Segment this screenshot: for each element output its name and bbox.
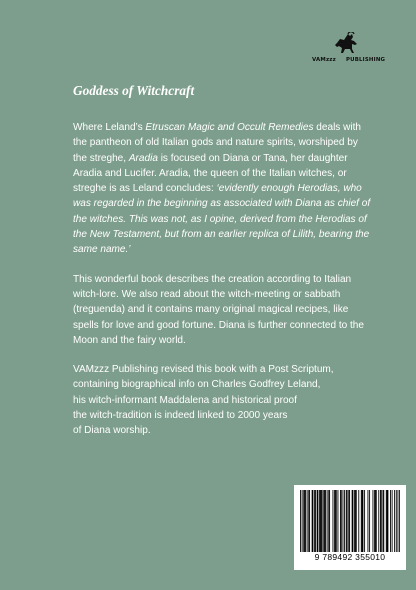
para3-line-3: his witch-informant Maddalena and historical proof	[73, 394, 297, 406]
barcode-bar	[309, 490, 310, 552]
isbn-number: 9 789492 355010	[314, 552, 386, 562]
barcode-bar	[380, 490, 381, 552]
isbn-barcode	[294, 485, 406, 570]
barcode-bar	[302, 490, 303, 552]
barcode-bar	[396, 490, 397, 552]
para1-text-a: Where Leland’s	[73, 122, 146, 133]
blurb-paragraph-1	[73, 120, 373, 258]
barcode-bar	[338, 490, 339, 552]
barcode-bar	[343, 490, 344, 552]
barcode-bar	[300, 490, 301, 552]
barcode-bar	[363, 490, 364, 552]
barcode-bar	[358, 490, 359, 552]
barcode-bar	[335, 490, 336, 552]
barcode-bar	[320, 490, 321, 552]
barcode-bars	[300, 490, 400, 552]
barcode-bar	[325, 490, 326, 552]
barcode-bar	[340, 490, 341, 552]
blurb-heading: Goddess of Witchcraft	[73, 83, 195, 98]
barcode-bar	[307, 490, 308, 552]
barcode-bar	[346, 490, 347, 552]
back-cover-text	[73, 82, 373, 439]
barcode-bar	[304, 490, 305, 552]
barcode-bar	[376, 490, 377, 552]
para1-book-title: Etruscan Magic and Occult Remedies	[145, 122, 314, 133]
barcode-bar	[312, 490, 313, 552]
blurb-paragraph-2: This wonderful book describes the creation according to Italian witch-lore. We also read about the witch-meeting or sabbath (treguenda) and it contains many original magical recipes, like spells for love and good fortune. Diana is further connected to the Moon and the fairy world.	[73, 273, 364, 346]
barcode-bar	[315, 490, 316, 552]
barcode-bar	[394, 490, 395, 552]
barcode-bar	[303, 490, 304, 552]
barcode-bar	[375, 490, 376, 552]
barcode-bar	[328, 490, 329, 552]
barcode-bar	[356, 490, 357, 552]
barcode-bar	[347, 490, 348, 552]
barcode-bar	[398, 490, 399, 552]
barcode-bar	[324, 490, 325, 552]
barcode-bar	[390, 490, 391, 552]
barcode-bar	[386, 490, 387, 552]
publisher-logo	[312, 32, 402, 62]
barcode-bar	[317, 490, 318, 552]
barcode-bar	[341, 490, 342, 552]
barcode-bar	[318, 490, 319, 552]
barcode-bar	[381, 490, 382, 552]
barcode-bar	[321, 490, 322, 552]
barcode-bar	[392, 490, 393, 552]
barcode-bar	[383, 490, 384, 552]
barcode-bar	[313, 490, 314, 552]
para3-line-1: VAMzzz Publishing revised this book with a Post Scriptum,	[73, 364, 334, 376]
barcode-bar	[364, 490, 365, 552]
barcode-bar	[362, 490, 363, 552]
publisher-name	[312, 57, 385, 63]
barcode-bar	[353, 490, 354, 552]
barcode-bar	[349, 490, 350, 552]
blurb-paragraph-3	[73, 362, 373, 438]
barcode-bar	[383, 490, 384, 552]
barcode-bar	[374, 490, 375, 552]
barcode-bar	[344, 490, 345, 552]
barcode-bar	[327, 490, 328, 552]
publisher-name-part2: PUBLISHING	[345, 57, 386, 63]
barcode-bar	[329, 490, 330, 552]
barcode-bar	[333, 490, 334, 552]
para1-text-e: is focused on Diana or Tana, her daughter Aradia and Lucifer. Aradia, the queen of the Italian witches, or streghe is as Leland concludes:	[73, 152, 348, 195]
barcode-bar	[361, 490, 362, 552]
barcode-bar	[387, 490, 388, 552]
barcode-bar	[334, 490, 335, 552]
para3-line-2: containing biographical info on Charles Godfrey Leland,	[73, 379, 321, 391]
barcode-bar	[319, 490, 320, 552]
barcode-bar	[355, 490, 356, 552]
barcode-bar	[399, 490, 400, 552]
barcode-bar	[305, 490, 306, 552]
barcode-bar	[378, 490, 379, 552]
para3-line-5: of Diana worship.	[73, 425, 151, 437]
para1-quote: ‘evidently enough Herodias, who was regarded in the beginning as associated with Diana as chief of the witches. This was not, as I opine, derived from the Herodias of the New Testament, but from an earlier replica of Lilith, bearing the same name.’	[73, 183, 371, 256]
barcode-bar	[388, 490, 389, 552]
barcode-bar	[352, 490, 353, 552]
barcode-bar	[354, 490, 355, 552]
barcode-bar	[368, 490, 369, 552]
barcode-bar	[322, 490, 323, 552]
para1-text-c: deals with the pantheon of old Italian gods and nature spirits, worshiped by the streghe,	[73, 122, 361, 164]
para3-line-4: the witch-tradition is indeed linked to 2000 years	[73, 410, 288, 422]
para1-aradia: Aradia	[128, 152, 158, 164]
barcode-bar	[314, 490, 315, 552]
barcode-bar	[323, 490, 324, 552]
barcode-bar	[373, 490, 374, 552]
barcode-bar	[348, 490, 349, 552]
barcode-bar	[369, 490, 370, 552]
barcode-bar	[336, 490, 337, 552]
goat-icon	[334, 32, 360, 56]
barcode-bar	[308, 490, 309, 552]
publisher-name-part1: VAMzzz	[312, 57, 336, 63]
